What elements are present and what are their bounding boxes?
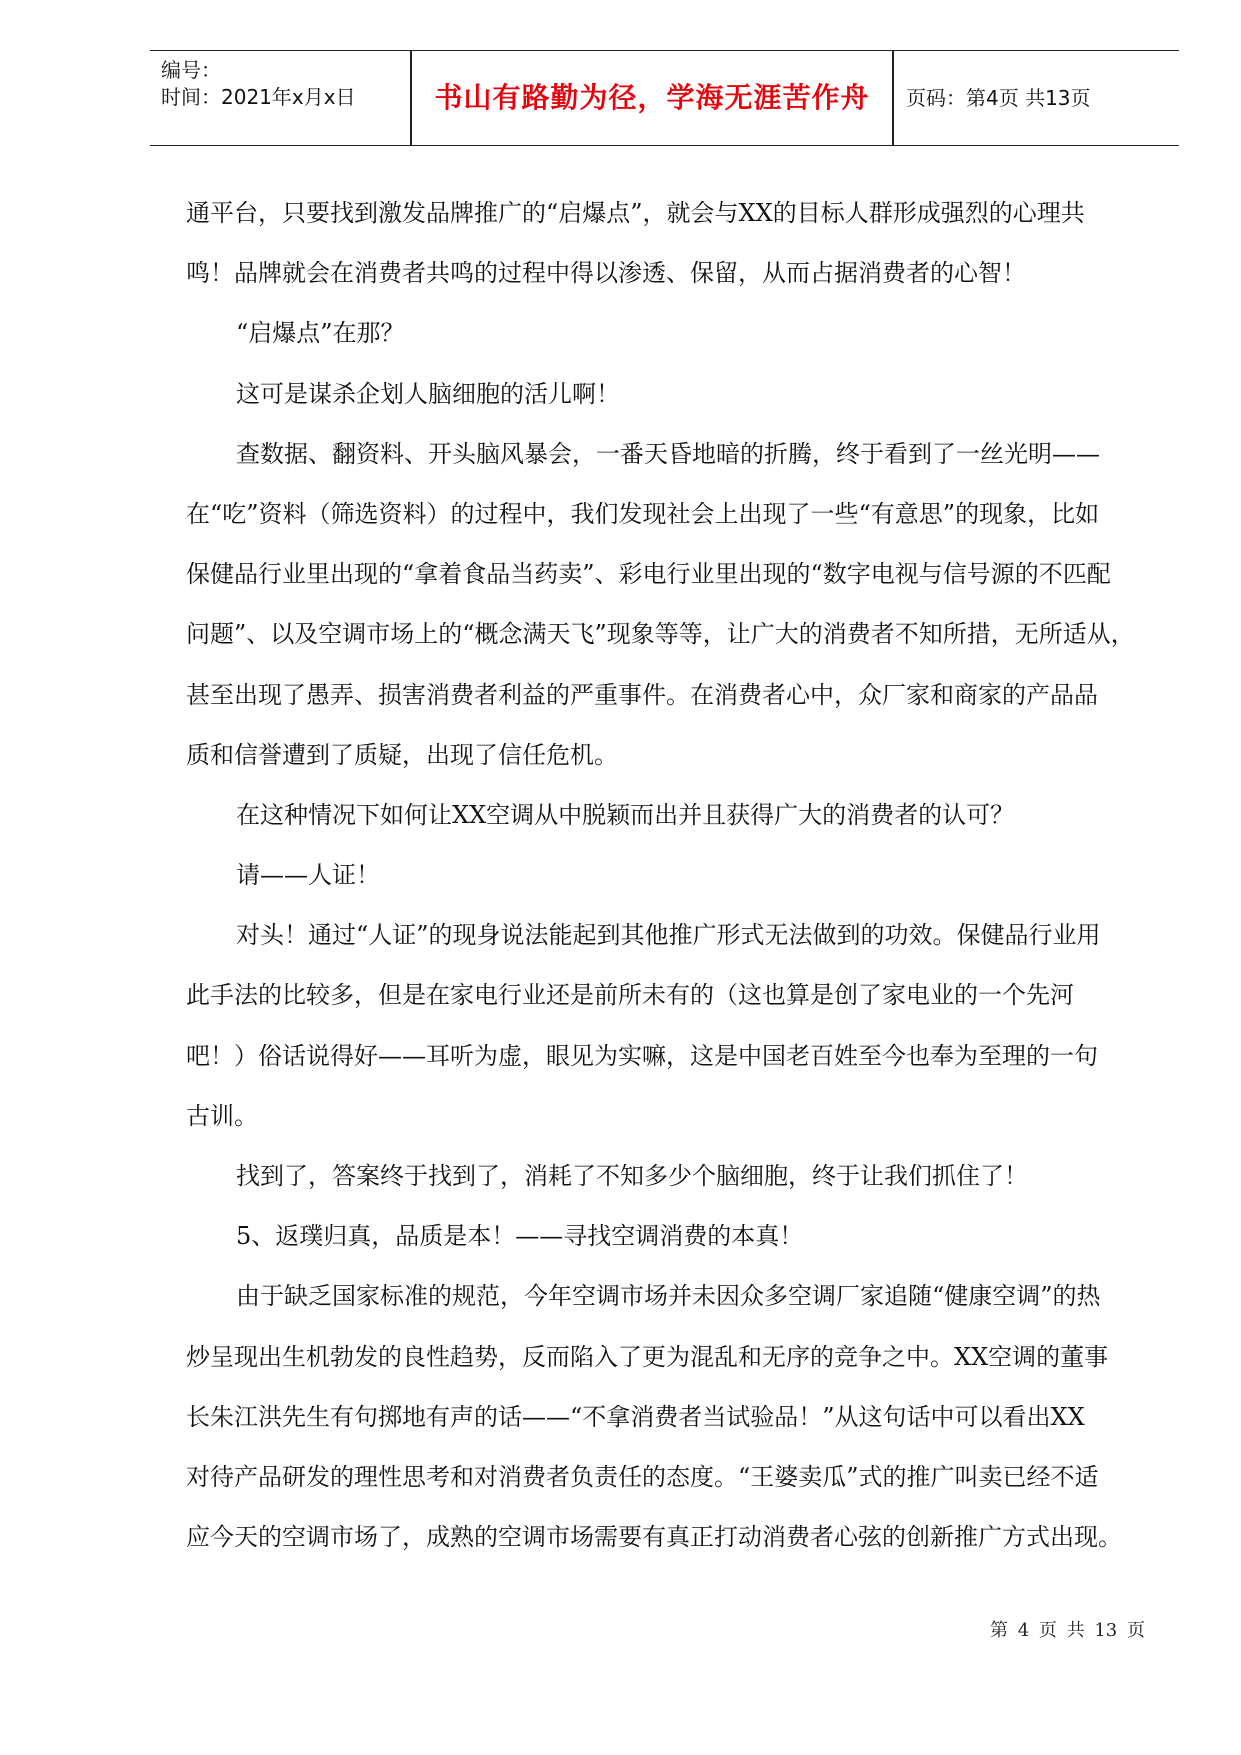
body-line: 找到了，答案终于找到了，消耗了不知多少个脑细胞，终于让我们抓住了！	[236, 1162, 1028, 1190]
page-footer: 第 4 页 共 13 页	[990, 1620, 1145, 1641]
header-motto: 书山有路勤为径，学海无涯苦作舟	[434, 81, 870, 114]
body-line: 对头！通过“人证”的现身说法能起到其他推广形式无法做到的功效。保健品行业用	[236, 921, 1101, 950]
body-line: 通平台，只要找到激发品牌推广的“启爆点”，就会与XX的目标人群形成强烈的心理共	[186, 199, 1085, 227]
document-number-label: 编号：	[161, 58, 221, 82]
body-line: 保健品行业里出现的“拿着食品当药卖”、彩电行业里出现的“数字电视与信号源的不匹配	[186, 560, 1111, 589]
body-line: 由于缺乏国家标准的规范，今年空调市场并未因众多空调厂家追随“健康空调”的热	[236, 1282, 1101, 1311]
body-line: 长朱江洪先生有句掷地有声的话——“不拿消费者当试验品！”从这句话中可以看出XX	[186, 1402, 1085, 1431]
body-line: 此手法的比较多，但是在家电行业还是前所未有的（这也算是创了家电业的一个先河	[186, 981, 1074, 1010]
body-line: 甚至出现了愚弄、损害消费者利益的严重事件。在消费者心中，众厂家和商家的产品品	[186, 680, 1098, 709]
body-line: 问题”、以及空调市场上的“概念满天飞”现象等等，让广大的消费者不知所措，无所适从，	[186, 620, 1135, 649]
body-line: 请——人证！	[236, 861, 380, 890]
body-line: 这可是谋杀企划人脑细胞的活儿啊！	[236, 379, 620, 408]
body-line: 应今天的空调市场了，成熟的空调市场需要有真正打动消费者心弦的创新推广方式出现。	[186, 1523, 1122, 1552]
body-line: “启爆点”在那？	[236, 319, 405, 348]
header-meta	[161, 57, 356, 111]
header-page-number: 页码：第4页 共13页	[906, 86, 1091, 110]
body-line: 在这种情况下如何让XX空调从中脱颖而出并且获得广大的消费者的认可？	[236, 800, 1015, 829]
body-line: 质和信誉遭到了质疑，出现了信任危机。	[186, 740, 618, 769]
document-body	[186, 183, 1166, 1567]
body-line: 古训。	[186, 1101, 258, 1130]
body-line: 在“吃”资料（筛选资料）的过程中，我们发现社会上出现了一些“有意思”的现象，比如	[186, 499, 1100, 528]
document-date-label: 时间：2021年x月x日	[161, 85, 356, 109]
section-heading: 5、返璞归真，品质是本！——寻找空调消费的本真！	[236, 1222, 804, 1251]
body-line: 对待产品研发的理性思考和对消费者负责任的态度。“王婆卖瓜”式的推广叫卖已经不适	[186, 1462, 1099, 1491]
page-header	[150, 50, 1179, 146]
header-divider-right	[892, 51, 894, 145]
body-line: 吧！）俗话说得好——耳听为虚，眼见为实嘛，这是中国老百姓至今也奉为至理的一句	[186, 1041, 1098, 1070]
body-line: 鸣！品牌就会在消费者共鸣的过程中得以渗透、保留，从而占据消费者的心智！	[186, 259, 1026, 288]
body-line: 炒呈现出生机勃发的良性趋势，反而陷入了更为混乱和无序的竞争之中。XX空调的董事	[186, 1342, 1109, 1371]
body-line: 查数据、翻资料、开头脑风暴会，一番天昏地暗的折腾，终于看到了一丝光明——	[236, 439, 1100, 468]
